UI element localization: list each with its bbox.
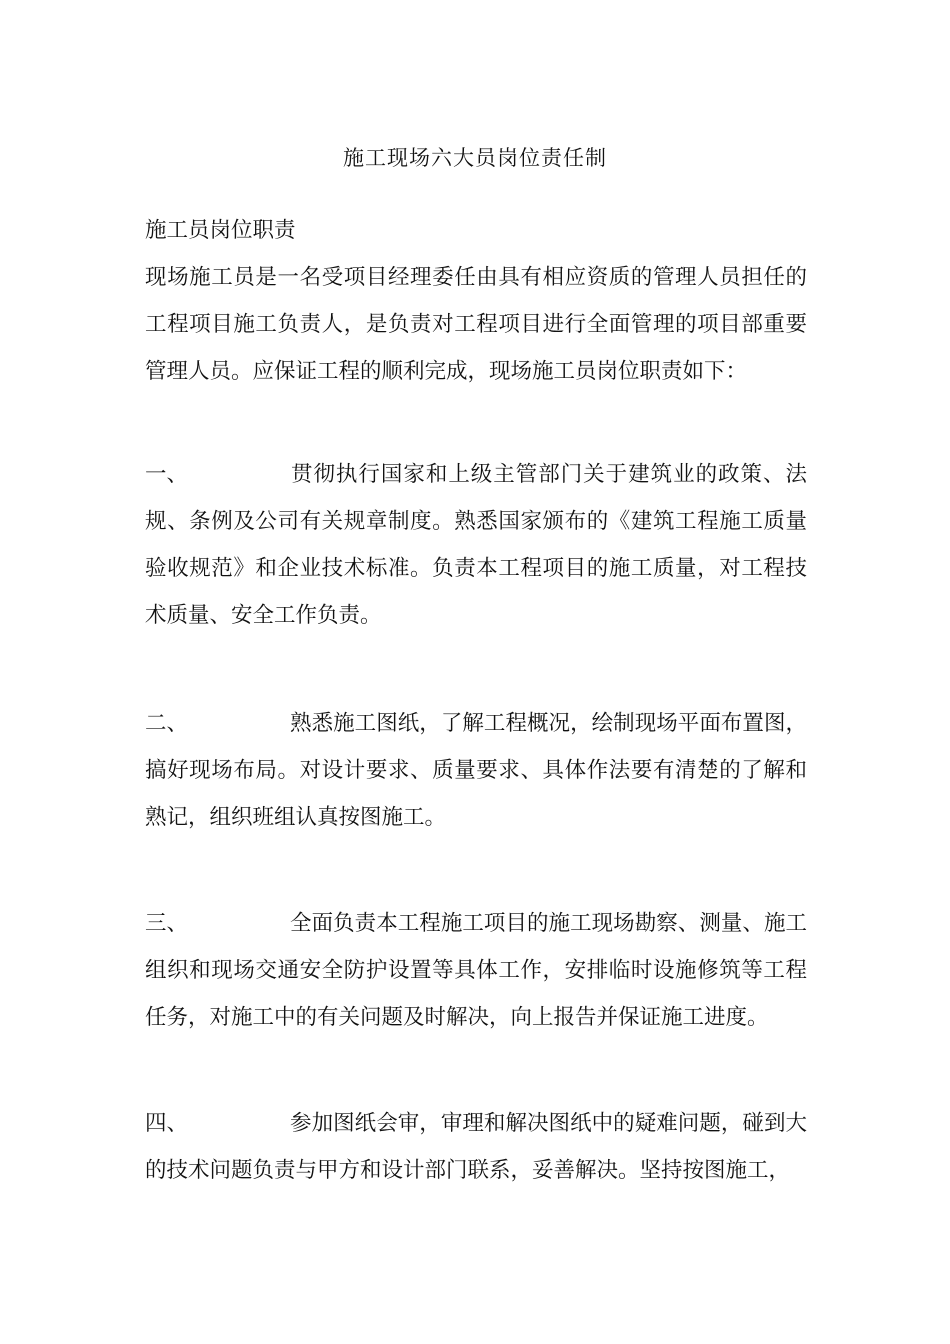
intro-paragraph: 现场施工员是一名受项目经理委任由具有相应资质的管理人员担任的工程项目施工负责人，是负责对工程项目进行全面管理的项目部重要管理人员。应保证工程的顺利完成，现场施工员岗位职责如下： [145,265,807,384]
duty-item-number: 四、 [145,1111,189,1136]
duty-item-number: 一、 [145,462,189,487]
duty-item-number: 三、 [145,911,189,936]
duty-item-2 [145,700,807,841]
duty-item-text: 贯彻执行国家和上级主管部门关于建筑业的政策、法规、条例及公司有关规章制度。熟悉国家颁布的《建筑工程施工质量验收规范》和企业技术标准。负责本工程项目的施工质量，对工程技术质量、安全工作负责。 [145,462,807,628]
section-heading: 施工员岗位职责 [145,218,296,243]
duty-item-text: 全面负责本工程施工项目的施工现场勘察、测量、施工组织和现场交通安全防护设置等具体工作，安排临时设施修筑等工程任务，对施工中的有关问题及时解决，向上报告并保证施工进度。 [145,911,807,1030]
duty-item-3 [145,900,807,1041]
page-title: 施工现场六大员岗位责任制 [343,146,607,170]
duty-item-text: 熟悉施工图纸，了解工程概况，绘制现场平面布置图，搞好现场布局。对设计要求、质量要求、具体作法要有清楚的了解和熟记，组织班组认真按图施工。 [145,711,807,830]
duty-item-text: 参加图纸会审，审理和解决图纸中的疑难问题，碰到大的技术问题负责与甲方和设计部门联系，妥善解决。坚持按图施工， [145,1111,807,1183]
duty-item-1 [145,451,807,639]
duty-item-number: 二、 [145,711,189,736]
duty-item-4 [145,1100,807,1194]
